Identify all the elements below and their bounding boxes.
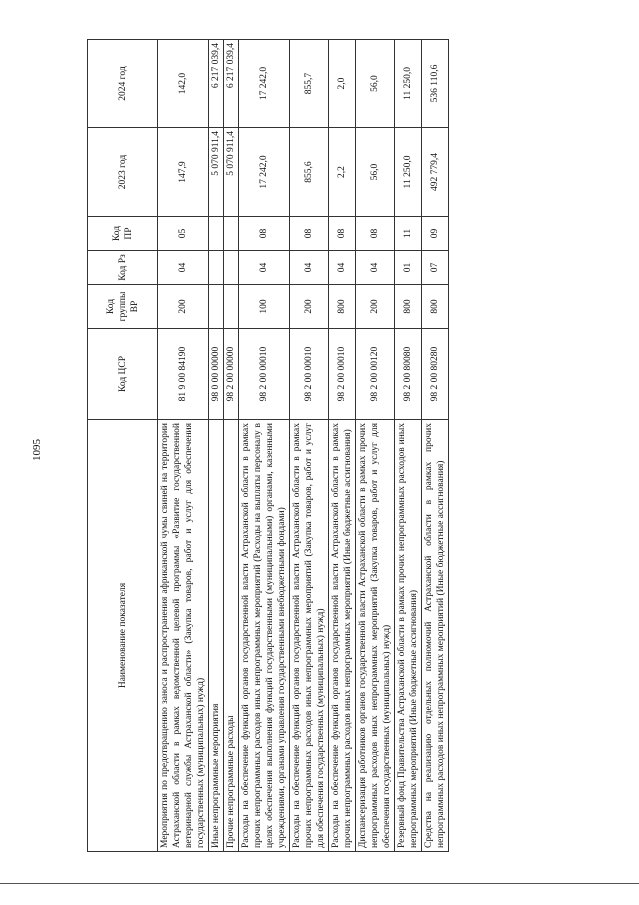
row-csr: 98 2 00 00010 bbox=[329, 329, 356, 420]
row-2024: 855,7 bbox=[290, 40, 329, 128]
row-csr: 81 9 00 84190 bbox=[158, 329, 209, 420]
row-2023: 56,0 bbox=[356, 128, 395, 217]
row-vr: 200 bbox=[290, 285, 329, 329]
row-csr: 98 2 00 00000 bbox=[224, 329, 239, 420]
table-row bbox=[290, 40, 329, 852]
row-name: Расходы на обеспечение функций органов государственной власти Астраханской области в рамках прочих непрограммных расходов иных непрограммных мероприятий (Закупка товаров, работ и услуг для обеспечения государственных (муниципальных) нужд) bbox=[290, 420, 329, 852]
header-rz: Код Рз bbox=[88, 251, 158, 285]
row-name: Резервный фонд Правительства Астраханской области в рамках прочих непрограммных расходов иных непрограммных мероприятий (Иные бюджетные ассигнования) bbox=[395, 420, 422, 852]
row-name: Диспансеризация работников органов государственной власти Астраханской области в рамках прочих непрограммных расходов иных непрограммных мероприятий (Закупка товаров, работ и услуг для обеспечения государственных (муниципальных) нужд) bbox=[356, 420, 395, 852]
row-pr bbox=[209, 217, 224, 251]
row-pr: 08 bbox=[290, 217, 329, 251]
row-rz: 04 bbox=[356, 251, 395, 285]
page-number: 1095 bbox=[31, 439, 43, 461]
row-vr: 800 bbox=[395, 285, 422, 329]
row-csr: 98 2 00 00010 bbox=[239, 329, 290, 420]
header-csr: Код ЦСР bbox=[88, 329, 158, 420]
budget-table bbox=[87, 39, 449, 852]
table-header-row bbox=[88, 40, 158, 852]
row-csr: 98 2 00 80280 bbox=[422, 329, 449, 420]
row-2024: 6 217 039,4 bbox=[224, 40, 239, 128]
row-vr bbox=[209, 285, 224, 329]
table-row bbox=[356, 40, 395, 852]
table-row bbox=[329, 40, 356, 852]
table-row bbox=[395, 40, 422, 852]
row-2023: 147,9 bbox=[158, 128, 209, 217]
row-rz: 07 bbox=[422, 251, 449, 285]
row-vr bbox=[224, 285, 239, 329]
bottom-rule bbox=[0, 883, 639, 884]
row-2024: 11 250,0 bbox=[395, 40, 422, 128]
row-vr: 800 bbox=[422, 285, 449, 329]
row-2023: 2,2 bbox=[329, 128, 356, 217]
row-name: Средства на реализацию отдельных полномочий Астраханской области в рамках прочих непрограммных расходов иных непрограммных мероприятий (Иные бюджетные ассигнования) bbox=[422, 420, 449, 852]
row-pr: 09 bbox=[422, 217, 449, 251]
row-vr: 200 bbox=[158, 285, 209, 329]
table-row bbox=[422, 40, 449, 852]
row-pr: 05 bbox=[158, 217, 209, 251]
header-name: Наименование показателя bbox=[88, 420, 158, 852]
budget-table-sheet bbox=[87, 40, 607, 852]
header-pr: Код ПР bbox=[88, 217, 158, 251]
row-rz: 04 bbox=[290, 251, 329, 285]
row-2023: 492 779,4 bbox=[422, 128, 449, 217]
row-name: Прочие непрограммные расходы bbox=[224, 420, 239, 852]
table-row bbox=[158, 40, 209, 852]
header-2023: 2023 год bbox=[88, 128, 158, 217]
row-pr bbox=[224, 217, 239, 251]
row-2023: 855,6 bbox=[290, 128, 329, 217]
row-csr: 98 2 00 80080 bbox=[395, 329, 422, 420]
row-csr: 98 2 00 00010 bbox=[290, 329, 329, 420]
row-csr: 98 2 00 00120 bbox=[356, 329, 395, 420]
row-2023: 5 070 911,4 bbox=[224, 128, 239, 217]
row-2023: 17 242,0 bbox=[239, 128, 290, 217]
row-2024: 2,0 bbox=[329, 40, 356, 128]
row-vr: 100 bbox=[239, 285, 290, 329]
row-2023: 11 250,0 bbox=[395, 128, 422, 217]
row-name: Расходы на обеспечение функций органов государственной власти Астраханской области в рамках прочих непрограммных расходов иных непрограммных мероприятий (Расходы на выплаты персоналу в целях обеспечения выполнения функций государственными (муниципальными) органами, казенными учреждениями, органами управления государственными внебюджетными фондами) bbox=[239, 420, 290, 852]
row-pr: 08 bbox=[329, 217, 356, 251]
row-vr: 800 bbox=[329, 285, 356, 329]
table-row bbox=[209, 40, 224, 852]
row-rz: 04 bbox=[329, 251, 356, 285]
row-rz: 04 bbox=[239, 251, 290, 285]
row-rz: 04 bbox=[158, 251, 209, 285]
row-2024: 142,0 bbox=[158, 40, 209, 128]
header-2024: 2024 год bbox=[88, 40, 158, 128]
row-2024: 536 110,6 bbox=[422, 40, 449, 128]
row-name: Расходы на обеспечение функций органов государственной власти Астраханской области в рамках прочих непрограммных расходов иных непрограммных мероприятий (Иные бюджетные ассигнования) bbox=[329, 420, 356, 852]
table-row bbox=[239, 40, 290, 852]
row-vr: 200 bbox=[356, 285, 395, 329]
row-2023: 5 070 911,4 bbox=[209, 128, 224, 217]
row-csr: 98 0 00 00000 bbox=[209, 329, 224, 420]
row-pr: 08 bbox=[356, 217, 395, 251]
row-2024: 56,0 bbox=[356, 40, 395, 128]
row-rz bbox=[209, 251, 224, 285]
row-name: Иные непрограммные мероприятия bbox=[209, 420, 224, 852]
table-row bbox=[224, 40, 239, 852]
row-rz: 01 bbox=[395, 251, 422, 285]
row-pr: 08 bbox=[239, 217, 290, 251]
header-vr: Код группы ВР bbox=[88, 285, 158, 329]
row-pr: 11 bbox=[395, 217, 422, 251]
row-2024: 6 217 039,4 bbox=[209, 40, 224, 128]
row-rz bbox=[224, 251, 239, 285]
row-name: Мероприятия по предотвращению заноса и распространения африканской чумы свиней на территории Астраханской области в рамках ведомственной целевой программы «Развитие государственной ветеринарной службы Астраханской области» (Закупка товаров, работ и услуг для обеспечения государственных (муниципальных) нужд) bbox=[158, 420, 209, 852]
row-2024: 17 242,0 bbox=[239, 40, 290, 128]
